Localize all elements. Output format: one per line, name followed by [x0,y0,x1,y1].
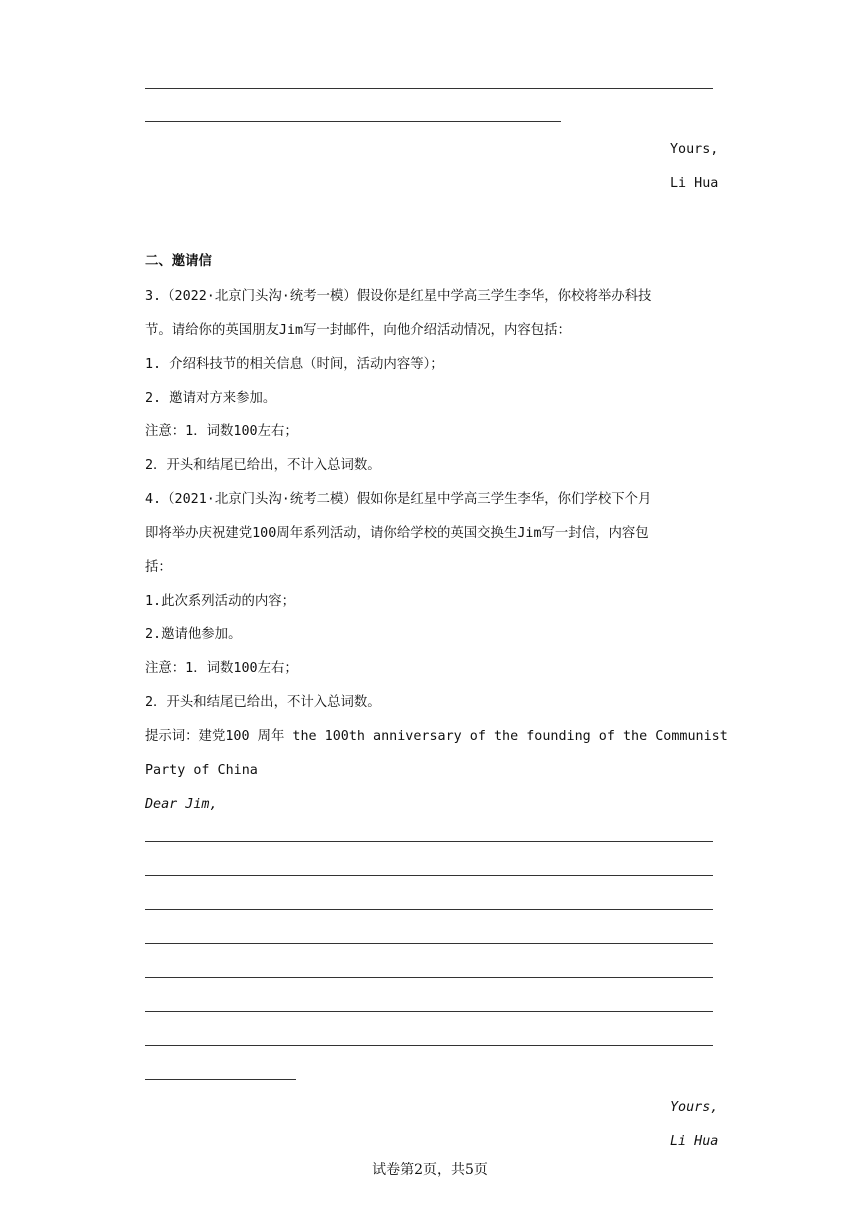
q3-item1: 1. 介绍科技节的相关信息（时间，活动内容等）； [145,357,444,372]
q4-item1: 1.此次系列活动的内容； [145,594,296,609]
signature-name: Li Hua [670,176,719,191]
q3-item2: 2. 邀请对方来参加。 [145,391,277,406]
q3-note1: 注意：1．词数100左右； [145,424,298,439]
section-title: 二、邀请信 [145,254,212,269]
q4-line2: 即将举办庆祝建党100周年系列活动，请你给学校的英国交换生Jim写一封信，内容包 [145,526,649,541]
q3-line2: 节。请给你的英国朋友Jim写一封邮件，向他介绍活动情况，内容包括： [145,323,571,338]
q3-note2: 2．开头和结尾已给出，不计入总词数。 [145,458,381,473]
closing-text: Yours, [670,142,719,157]
answer-line [145,875,713,876]
q4-line1: 4.（2021·北京门头沟·统考二模）假如你是红星中学高三学生李华，你们学校下个月 [145,492,652,507]
q4-hint-line2: Party of China [145,763,258,778]
letter-closing: Yours, [670,1100,719,1115]
answer-line [145,1011,713,1012]
answer-line [145,943,713,944]
q4-hint-line1: 提示词：建党100 周年 the 100th anniversary of the founding of the Communist [145,729,728,744]
answer-line [145,88,713,89]
letter-signature: Li Hua [670,1134,719,1149]
answer-line [145,977,713,978]
page-footer: 试卷第2页，共5页 [372,1162,488,1178]
answer-line [145,1045,713,1046]
q3-line1: 3.（2022·北京门头沟·统考一模）假设你是红星中学高三学生李华，你校将举办科技 [145,289,652,304]
answer-line [145,909,713,910]
letter-greeting: Dear Jim, [145,797,218,812]
answer-line [145,1079,296,1080]
q4-note2: 2．开头和结尾已给出，不计入总词数。 [145,695,381,710]
q4-line3: 括： [145,560,172,575]
answer-line [145,121,561,122]
answer-line [145,841,713,842]
q4-note1: 注意：1．词数100左右； [145,661,298,676]
q4-item2: 2.邀请他参加。 [145,627,242,642]
